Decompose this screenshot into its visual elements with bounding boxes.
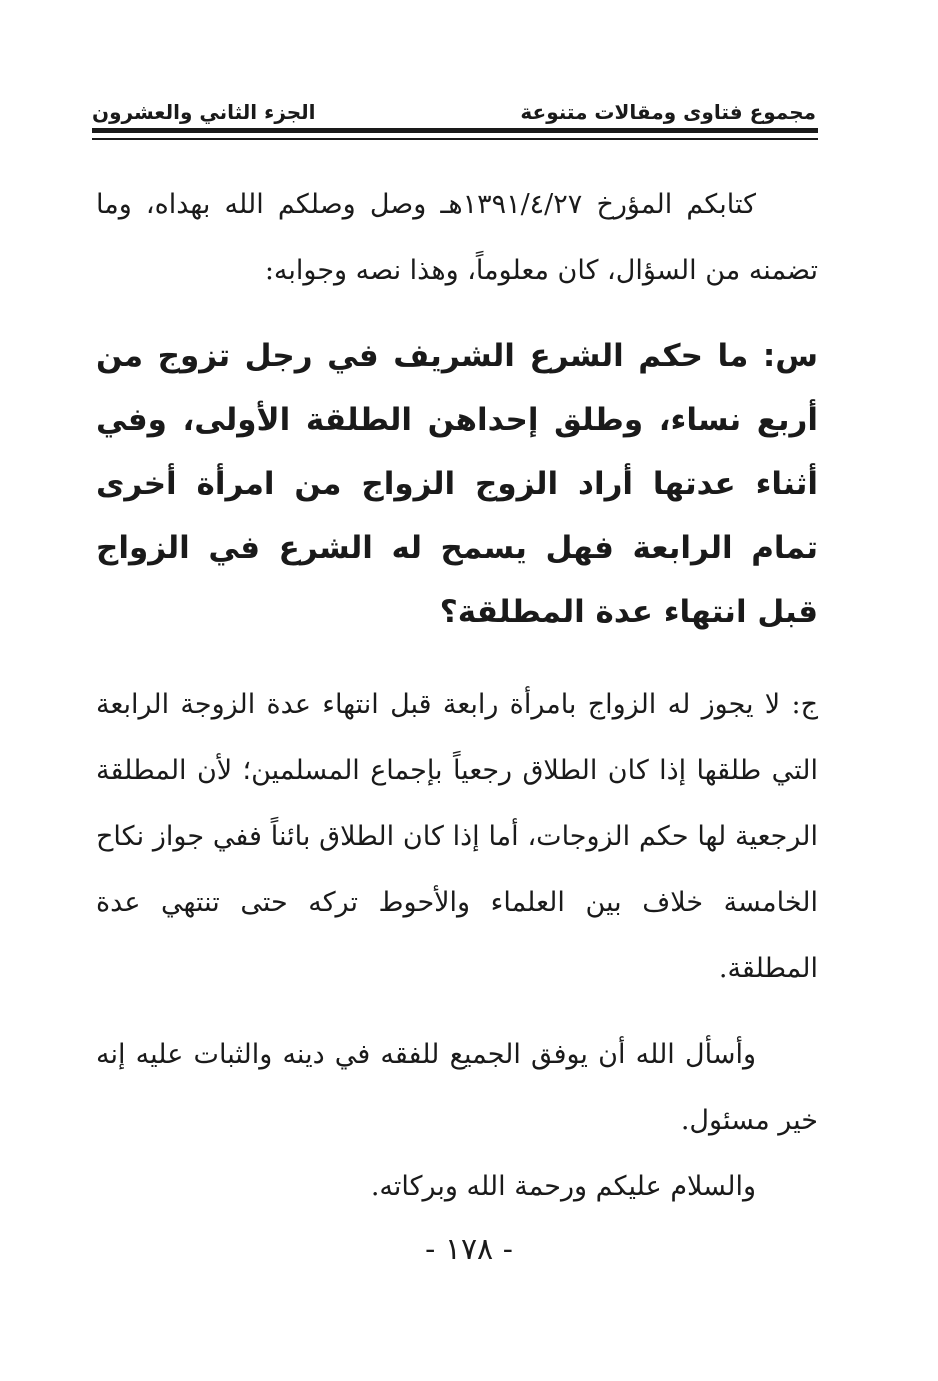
salutation: والسلام عليكم ورحمة الله وبركاته.	[370, 1171, 756, 1202]
question-paragraph: س: ما حكم الشرع الشريف في رجل تزوج من أربع نساء، وطلق إحداهن الطلقة الأولى، وفي أثناء عدتها أراد الزوج الزواج من امرأة أخرى تمام الرابعة فهل يسمح له الشرع في الزواج قبل انتهاء عدة المطلقة؟	[96, 338, 818, 630]
page-number: - ١٧٨ -	[425, 1232, 513, 1267]
header-rule-thin	[92, 138, 818, 140]
intro-paragraph: كتابكم المؤرخ ١٣٩١/٤/٢٧هـ وصل وصلكم الله بهداه، وما تضمنه من السؤال، كان معلوماً، وهذا نصه وجوابه:	[96, 189, 818, 286]
page-content	[96, 172, 818, 1220]
volume-label: الجزء الثاني والعشرون	[92, 100, 316, 124]
header-rule-thick	[92, 128, 818, 133]
closing-paragraph: وأسأل الله أن يوفق الجميع للفقه في دينه والثبات عليه إنه خير مسئول.	[96, 1039, 818, 1136]
answer-paragraph: ج: لا يجوز له الزواج بامرأة رابعة قبل انتهاء عدة الزوجة الرابعة التي طلقها إذا كان الطلاق رجعياً بإجماع المسلمين؛ لأن المطلقة الرجعية لها حكم الزوجات، أما إذا كان الطلاق بائناً ففي جواز نكاح الخامسة خلاف بين العلماء والأحوط تركه حتى تنتهي عدة المطلقة.	[96, 689, 819, 984]
book-title: مجموع فتاوى ومقالات متنوعة	[520, 100, 816, 124]
running-header	[92, 84, 816, 124]
